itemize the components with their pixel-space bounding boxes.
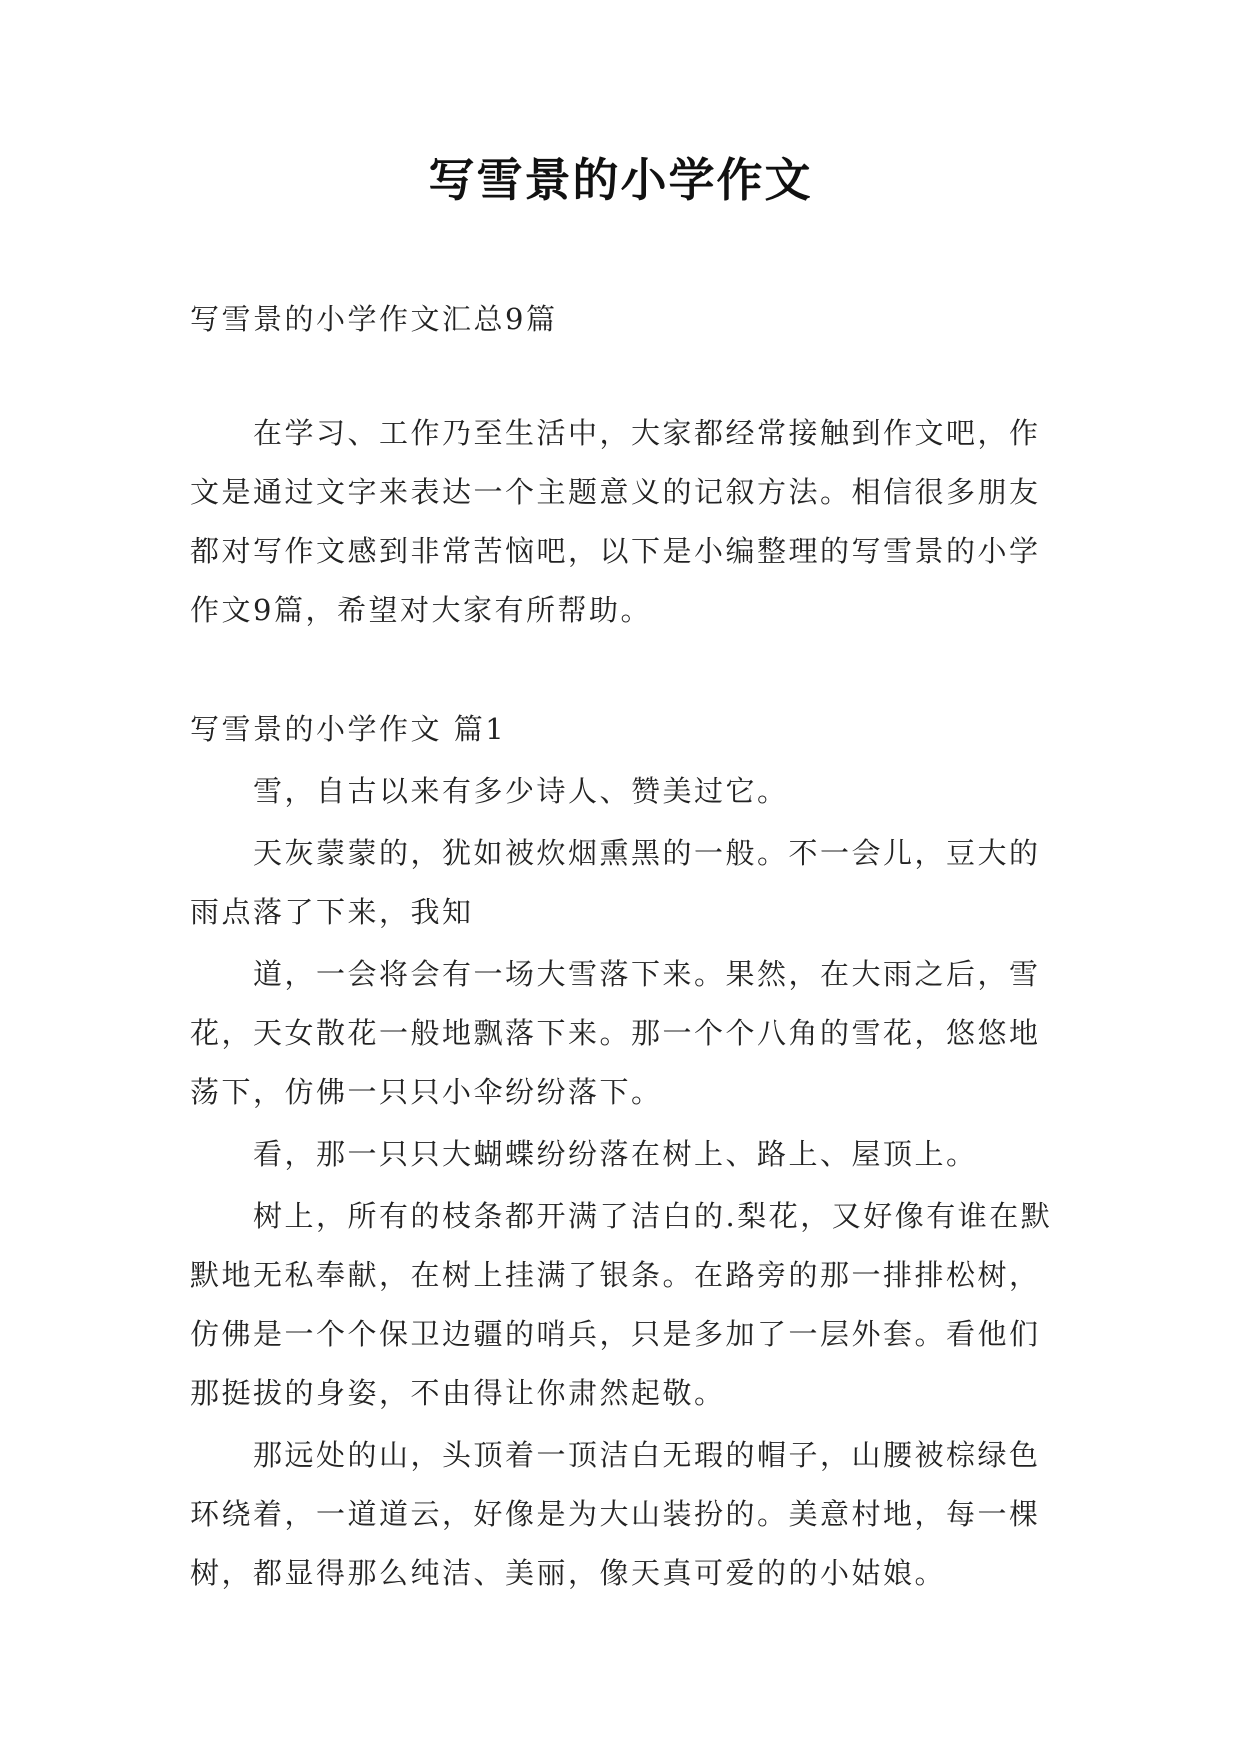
body-paragraph: 雪，自古以来有多少诗人、赞美过它。 [253, 774, 789, 808]
body-paragraph: 天灰蒙蒙的，犹如被炊烟熏黑的一般。不一会儿，豆大的雨点落了下来，我知 [190, 836, 1041, 929]
document-subtitle: 写雪景的小学作文汇总9篇 [190, 302, 558, 336]
body-paragraph: 看，那一只只大蝴蝶纷纷落在树上、路上、屋顶上。 [253, 1137, 978, 1171]
section-heading: 写雪景的小学作文 篇1 [190, 712, 507, 746]
document-body [190, 290, 1056, 1606]
body-paragraph: 那远处的山，头顶着一顶洁白无瑕的帽子，山腰被棕绿色环绕着，一道道云，好像是为大山装扮的。美意村地，每一棵树，都显得那么纯洁、美丽，像天真可爱的的小姑娘。 [190, 1438, 1041, 1590]
body-paragraph: 树上，所有的枝条都开满了洁白的.梨花，又好像有谁在默默地无私奉献，在树上挂满了银条。在路旁的那一排排松树，仿佛是一个个保卫边疆的哨兵，只是多加了一层外套。看他们那挺拔的身姿，不由得让你肃然起敬。 [190, 1199, 1053, 1410]
body-paragraph: 道，一会将会有一场大雪落下来。果然，在大雨之后，雪花，天女散花一般地飘落下来。那一个个八角的雪花，悠悠地荡下，仿佛一只只小伞纷纷落下。 [190, 957, 1041, 1109]
page-title: 写雪景的小学作文 [428, 153, 813, 207]
intro-paragraph: 在学习、工作乃至生活中，大家都经常接触到作文吧，作文是通过文字来表达一个主题意义的记叙方法。相信很多朋友都对写作文感到非常苦恼吧，以下是小编整理的写雪景的小学作文9篇，希望对大家有所帮助。 [190, 416, 1041, 627]
